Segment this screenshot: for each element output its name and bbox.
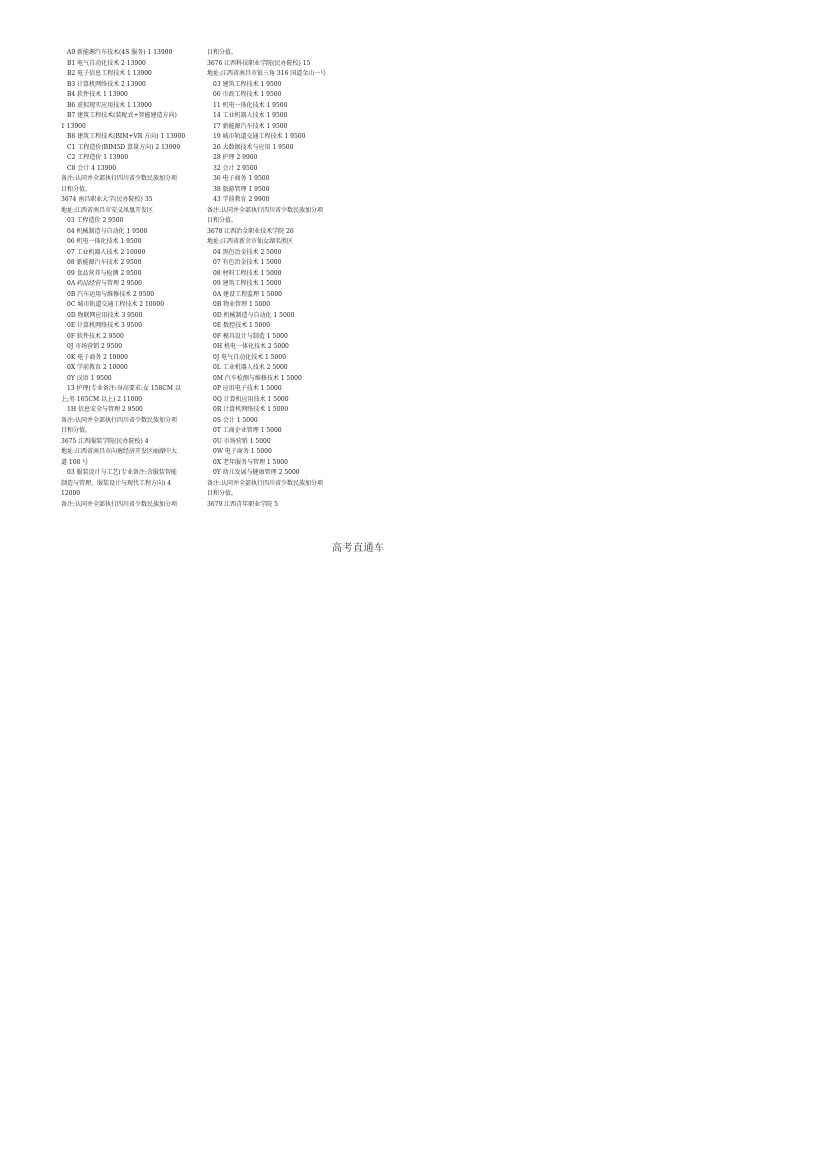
text-line: 0Q 计算机应用技术 1 5000 [213,395,289,403]
text-line: 0T 工商企业管理 1 5000 [213,427,282,434]
text-line: B6 虚拟现实应用技术 1 13900 [67,101,152,109]
text-line: 0E 计算机网络技术 3 9500 [67,322,143,329]
text-line: 0K 电子商务 2 10000 [67,353,128,361]
text-line: B4 软件技术 1 13900 [67,91,128,98]
text-line: 上;男 165CM 以上) 2 11000 [61,395,143,403]
text-line: 道 108 号 [61,458,89,466]
text-line: 3674 南昌职业大学(民办院校) 35 [61,196,153,203]
text-line: 38 旅游管理 1 9500 [213,185,270,193]
text-line: B3 计算机网络技术 2 13900 [67,80,146,88]
text-line: 备注:认同并全部执行四川省少数民族加分项 [207,479,324,487]
text-line: 备注:认同并全部执行四川省少数民族加分项 [61,175,178,182]
text-line: 06 机电一体化技术 1 9500 [67,238,142,245]
text-line: 03 服装设计与工艺(专业备注:含服装智能 [67,469,177,476]
text-line: 1H 信息安全与管理 2 9500 [67,406,143,413]
text-line: 0B 汽车运用与维修技术 2 9500 [67,290,155,298]
text-line: 0M 汽车检测与维修技术 1 5000 [213,374,302,382]
text-line: C8 会计 4 13900 [67,164,117,172]
text-line: 07 有色冶金技术 1 5000 [213,259,282,266]
text-line: 36 电子商务 1 9500 [213,175,270,182]
text-line: 0J 电气自动化技术 1 5000 [213,353,287,361]
text-line: 17 新能源汽车技术 1 9500 [213,122,288,130]
text-line: C2 工程造价 1 13900 [67,154,129,161]
text-line: 3679 江西青年职业学院 5 [207,500,278,508]
text-line: 3678 江西冶金职业技术学院 26 [207,227,294,235]
text-line: 12000 [61,490,81,497]
text-line: 1 13900 [61,122,86,130]
watermark-logo: 高考直通车 [332,543,385,554]
text-line: 06 市政工程技术 1 9500 [213,91,282,98]
text-line: 07 工业机器人技术 2 10000 [67,248,146,256]
text-line: 目和分值。 [61,427,92,434]
text-line: 0A 药品经营与管理 2 9500 [67,280,142,287]
text-line: 0Y 幼儿发展与健康管理 2 5000 [213,469,300,476]
text-line: 0A 建设工程监理 1 5000 [213,290,282,298]
text-line: 19 城市轨道交通工程技术 1 9500 [213,133,306,140]
text-line: B2 电子信息工程技术 1 13900 [67,70,152,77]
text-line: 目和分值。 [207,217,238,224]
text-line: B1 电气自动化技术 2 13900 [67,59,146,67]
text-line: 03 建筑工程技术 1 9500 [213,80,282,88]
text-line: 0D 机械制造与自动化 1 5000 [213,311,295,319]
text-line: 04 机械制造与自动化 1 9500 [67,227,148,235]
text-line: 0W 电子商务 1 5000 [213,448,272,455]
text-line: 32 会计 2 9500 [213,164,258,172]
text-line: 0H 机电一体化技术 2 5000 [213,343,289,350]
text-line: 03 工程造价 2 9500 [67,217,124,224]
text-line: 28 护理 2 9900 [213,154,258,161]
text-line: 0R 计算机网络技术 1 5000 [213,406,289,413]
text-line: 0U 市场营销 1 5000 [213,437,271,445]
text-line: 0E 数控技术 1 5000 [213,322,271,329]
text-line: 0D 物联网应用技术 3 9500 [67,311,143,319]
text-line: 09 食品营养与检测 2 9500 [67,269,142,277]
text-line: 3676 江西科技职业学院(民办院校) 15 [207,59,311,67]
text-line: 11 机电一体化技术 1 9500 [213,101,288,109]
text-line: 目和分值。 [207,49,238,56]
text-line: 09 建筑工程技术 1 5000 [213,280,282,287]
text-line: 备注:认同并全部执行四川省少数民族加分项 [207,206,324,214]
text-line: 备注:认同并全部执行四川省少数民族加分项 [61,416,178,424]
text-line: 地址:江西省南昌市银三角 316 国道金山一号 [207,70,327,77]
text-line: B8 建筑工程技术(BIM+VR 方向) 1 13900 [67,133,186,140]
text-line: 04 黑色冶金技术 2 5000 [213,248,282,256]
text-line: 13 护理(专业备注:身高要求:女 158CM 以 [67,385,181,392]
text-line: 0S 会计 1 5000 [213,416,258,424]
text-line: 3675 江西服装学院(民办院校) 4 [61,437,149,445]
text-line: 地址:江西省南昌市安义凤凰开发区 [61,206,154,214]
text-line: 0P 应用电子技术 1 5000 [213,385,282,392]
text-line: A9 新能源汽车技术(4S 服务) 1 13900 [67,49,173,56]
text-line: 0L 工业机器人技术 2 5000 [213,364,288,371]
text-line: 14 工业机器人技术 1 9500 [213,112,288,119]
text-line: B7 建筑工程技术(装配式+智能建造方向) [67,112,177,119]
text-line: 制造与管理、服装设计与现代工程方向) 4 [61,479,172,487]
text-line: 0Y 汉语 1 9500 [67,374,112,382]
text-line: 08 新能源汽车技术 2 9500 [67,259,142,266]
right-text-column [207,48,344,510]
text-line: 0F 模具设计与制造 1 5000 [213,332,288,340]
text-line: 地址:江西省南昌市向塘经济开发区丽湖中大 [61,448,178,455]
text-line: 目和分值。 [207,490,238,497]
text-line: 0C 城市轨道交通工程技术 2 10000 [67,301,165,308]
text-line: 0X 老年服务与管理 1 5000 [213,458,288,466]
text-line: C1 工程造价(BIM5D 算量方向) 2 13900 [67,143,181,151]
text-line: 0J 市场营销 2 9500 [67,343,123,350]
text-line: 26 大数据技术与应用 1 9500 [213,143,294,151]
text-line: 备注:认同并全部执行四川省少数民族加分项 [61,500,178,508]
text-line: 目和分值。 [61,185,92,193]
text-line: 0X 学前教育 2 10000 [67,364,128,371]
text-line: 0F 软件技术 2 9500 [67,332,124,340]
left-text-column [61,48,198,510]
text-line: 08 材料工程技术 1 5000 [213,269,282,277]
text-line: 43 学前教育 2 9900 [213,196,270,203]
text-line: 0B 物业管理 1 5000 [213,301,271,308]
text-line: 地址:江西省新余市仙女湖名胜区 [207,238,294,245]
